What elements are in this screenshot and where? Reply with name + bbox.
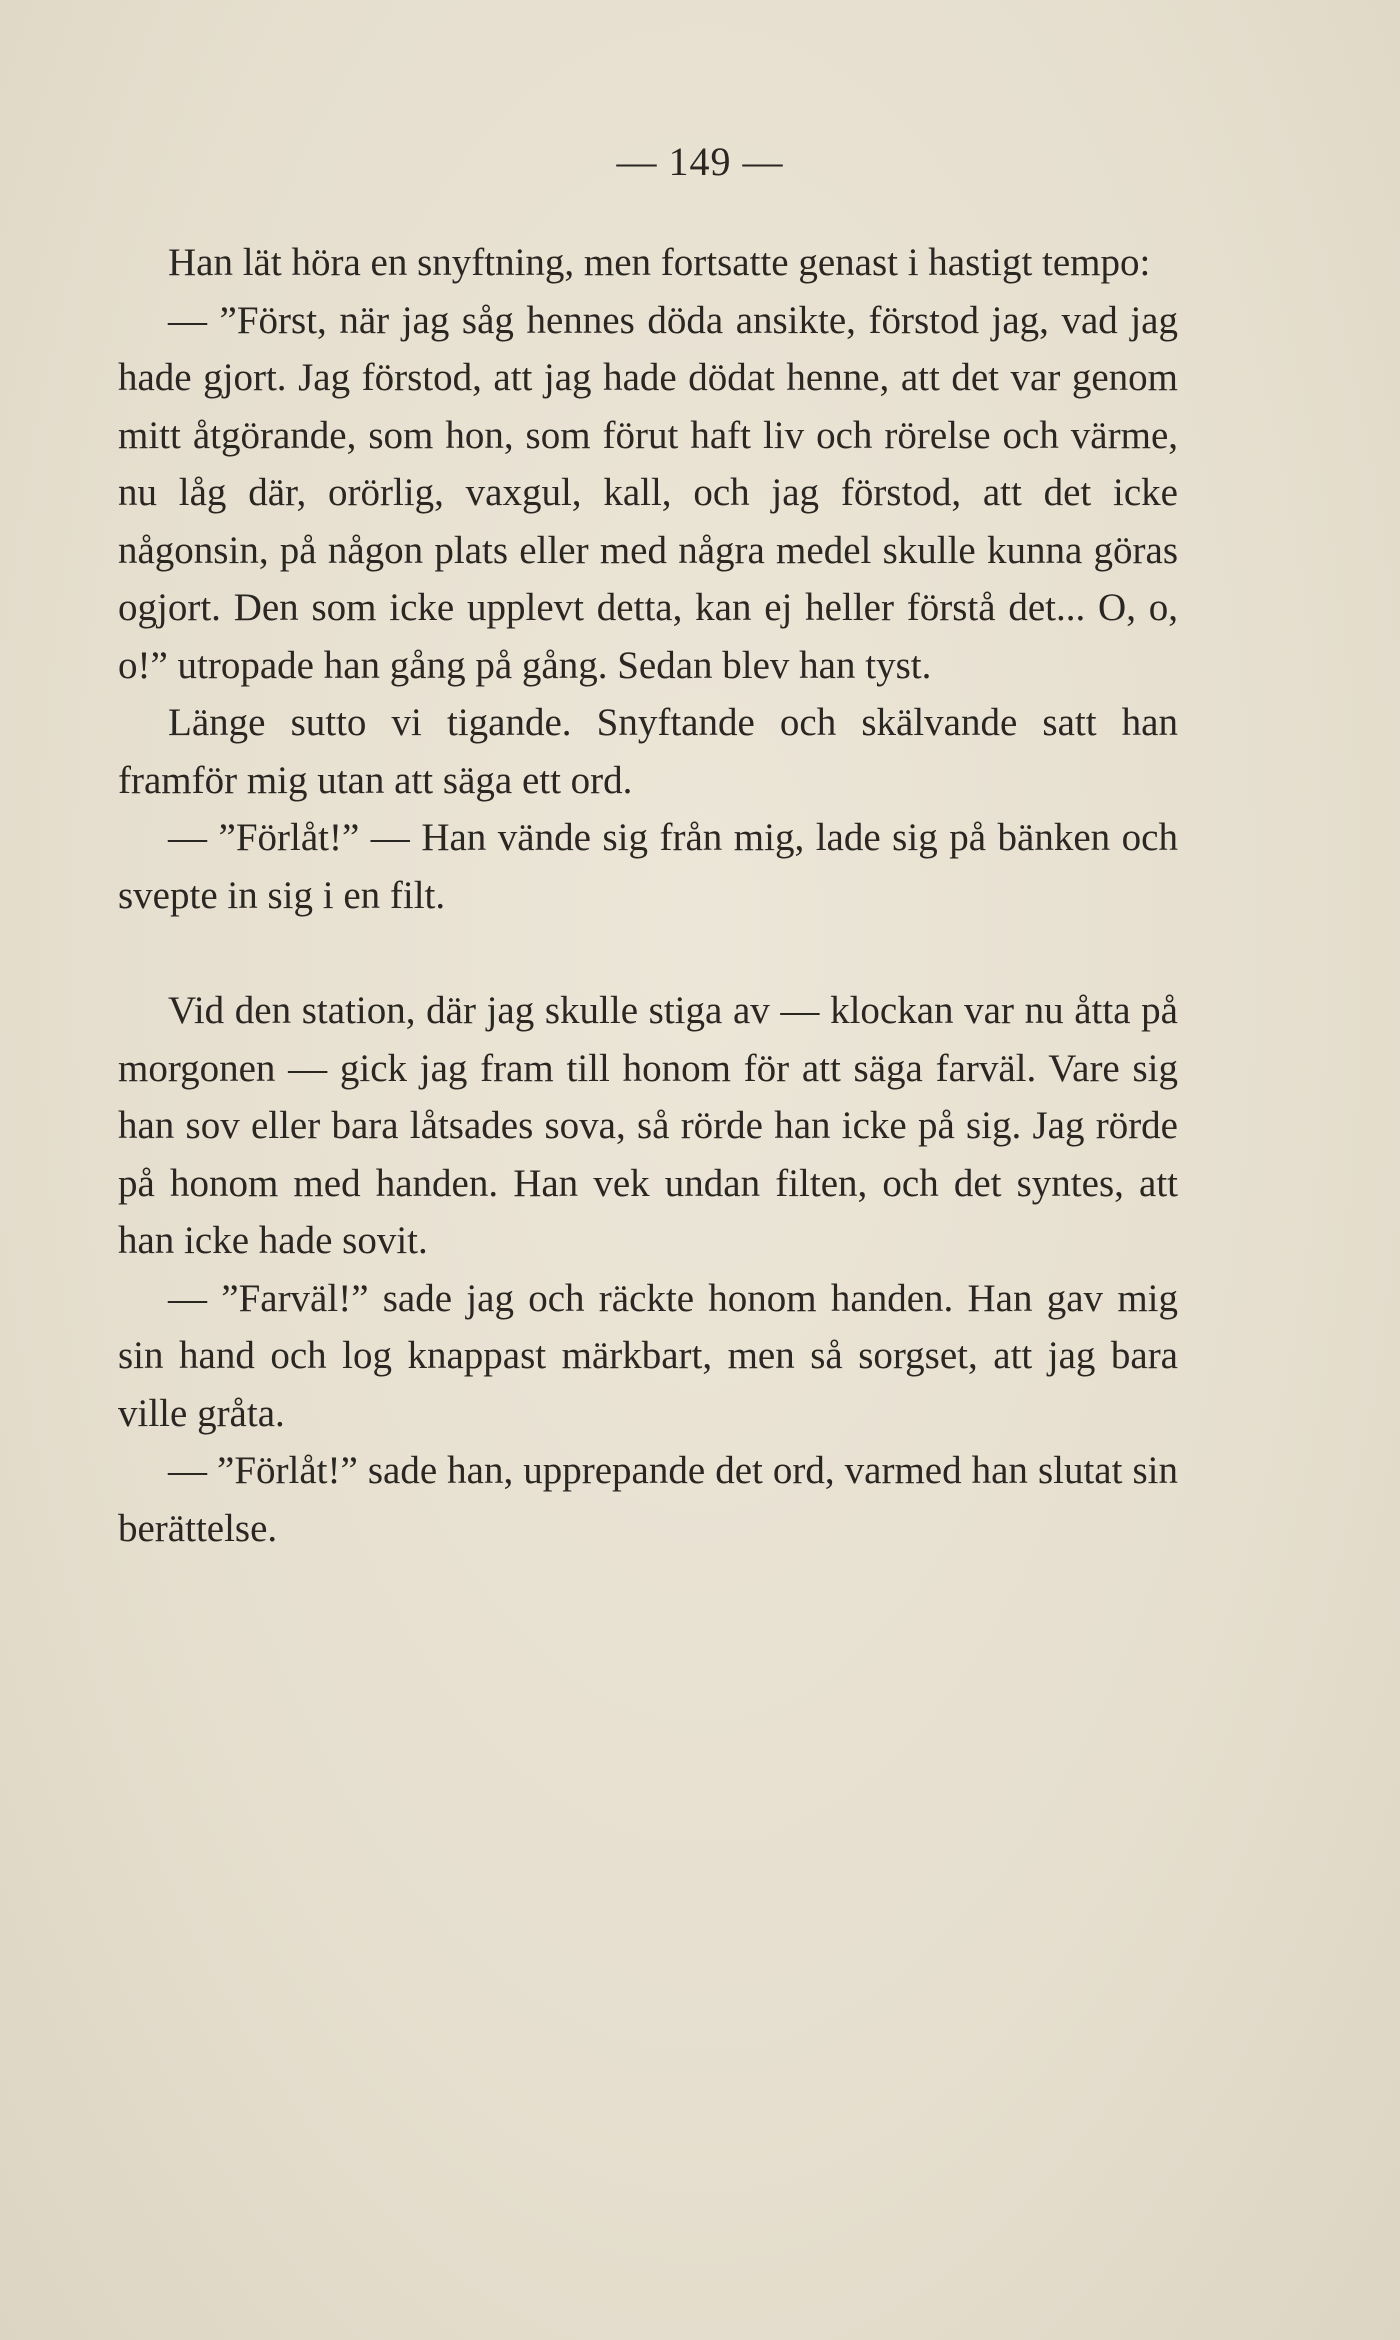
paragraph: — ”Först, när jag såg hennes döda ansikte, förstod jag, vad jag hade gjort. Jag förstod, att jag hade dödat henne, att det var genom mitt åtgörande, som hon, som förut haft liv och rörelse och värme, nu låg där, orörlig, vaxgul, kall, och jag förstod, att det icke någonsin, på någon plats eller med några medel skulle kunna göras ogjort. Den som icke upplevt detta, kan ej heller förstå det... O, o, o!” utropade han gång på gång. Sedan blev han tyst.	[118, 298, 1178, 687]
page-body	[118, 234, 1178, 1557]
paragraph: — ”Förlåt!” sade han, upprepande det ord, varmed han slutat sin berättelse.	[118, 1449, 1178, 1550]
paragraph: Han lät höra en snyftning, men fortsatte genast i hastigt tempo:	[168, 241, 1151, 284]
paragraph: — ”Farväl!” sade jag och räckte honom handen. Han gav mig sin hand och log knappast märkbart, men så sorgset, att jag bara ville gråta.	[118, 1276, 1178, 1435]
paragraph: — ”Förlåt!” — Han vände sig från mig, lade sig på bänken och svepte in sig i en filt.	[118, 816, 1178, 917]
section-break	[118, 924, 1178, 982]
paragraph: Länge sutto vi tigande. Snyftande och skälvande satt han framför mig utan att säga ett ord.	[118, 701, 1178, 802]
page-number: — 149 —	[616, 139, 784, 184]
paragraph: Vid den station, där jag skulle stiga av — klockan var nu åtta på morgonen — gick jag fram till honom för att säga farväl. Vare sig han sov eller bara låtsades sova, så rörde han icke på sig. Jag rörde på honom med handen. Han vek undan filten, och det syntes, att han icke hade sovit.	[118, 989, 1178, 1262]
